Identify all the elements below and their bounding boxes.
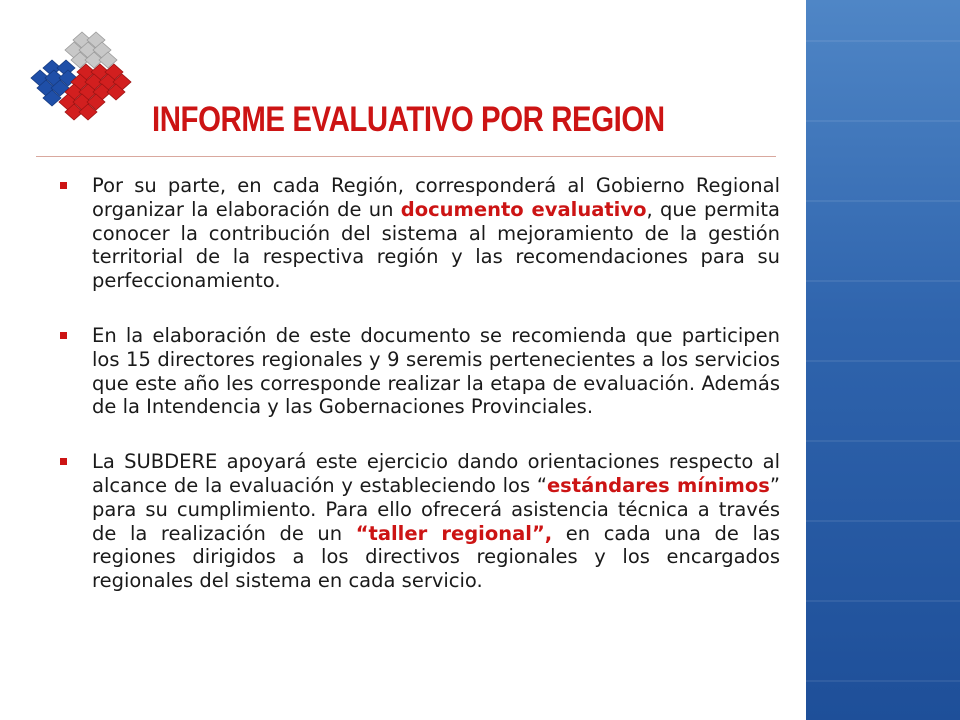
paragraph-text: ” para su cumplimiento. Para ello ofrecerá asistencia técnica a través de la realización de un <box>92 473 780 545</box>
bullet-item-regional-document <box>58 174 780 293</box>
paragraph-text: , que permita conocer la contribución del sistema al mejoramiento de la gestión territorial de la respectiva región y las recomendaciones para su perfeccionamiento. <box>92 197 780 293</box>
gobierno-logo-icon <box>22 28 148 128</box>
side-decorative-bar <box>806 0 960 720</box>
title-divider <box>36 156 776 157</box>
square-bullet-icon <box>60 458 67 465</box>
paragraph-text: En la elaboración de este documento se recomienda que participen los 15 directores regionales y 9 seremis pertenecientes a los servicios que este año les corresponde realizar la etapa de evaluación. Además de la Intendencia y las Gobernaciones Provinciales. <box>92 323 780 419</box>
paragraph-text: en cada una de las regiones dirigidos a los directivos regionales y los encargados regionales del sistema en cada servicio. <box>92 521 780 593</box>
square-bullet-icon <box>60 182 67 189</box>
highlight-taller-regional: “taller regional”, <box>355 521 553 545</box>
square-bullet-icon <box>60 332 67 339</box>
highlight-estandares-minimos: estándares mínimos <box>546 473 770 497</box>
bullet-item-subdere-support <box>58 450 780 593</box>
highlight-documento-evaluativo: documento evaluativo <box>400 197 647 221</box>
bullet-list <box>58 174 780 593</box>
paragraph-text: Por su parte, en cada Región, corresponderá al Gobierno Regional organizar la elaboración de un <box>92 174 780 221</box>
slide-title: INFORME EVALUATIVO POR REGION <box>152 100 665 139</box>
bullet-item-participants <box>58 324 780 419</box>
paragraph-text: La SUBDERE apoyará este ejercicio dando orientaciones respecto al alcance de la evaluación y estableciendo los “ <box>92 450 780 497</box>
